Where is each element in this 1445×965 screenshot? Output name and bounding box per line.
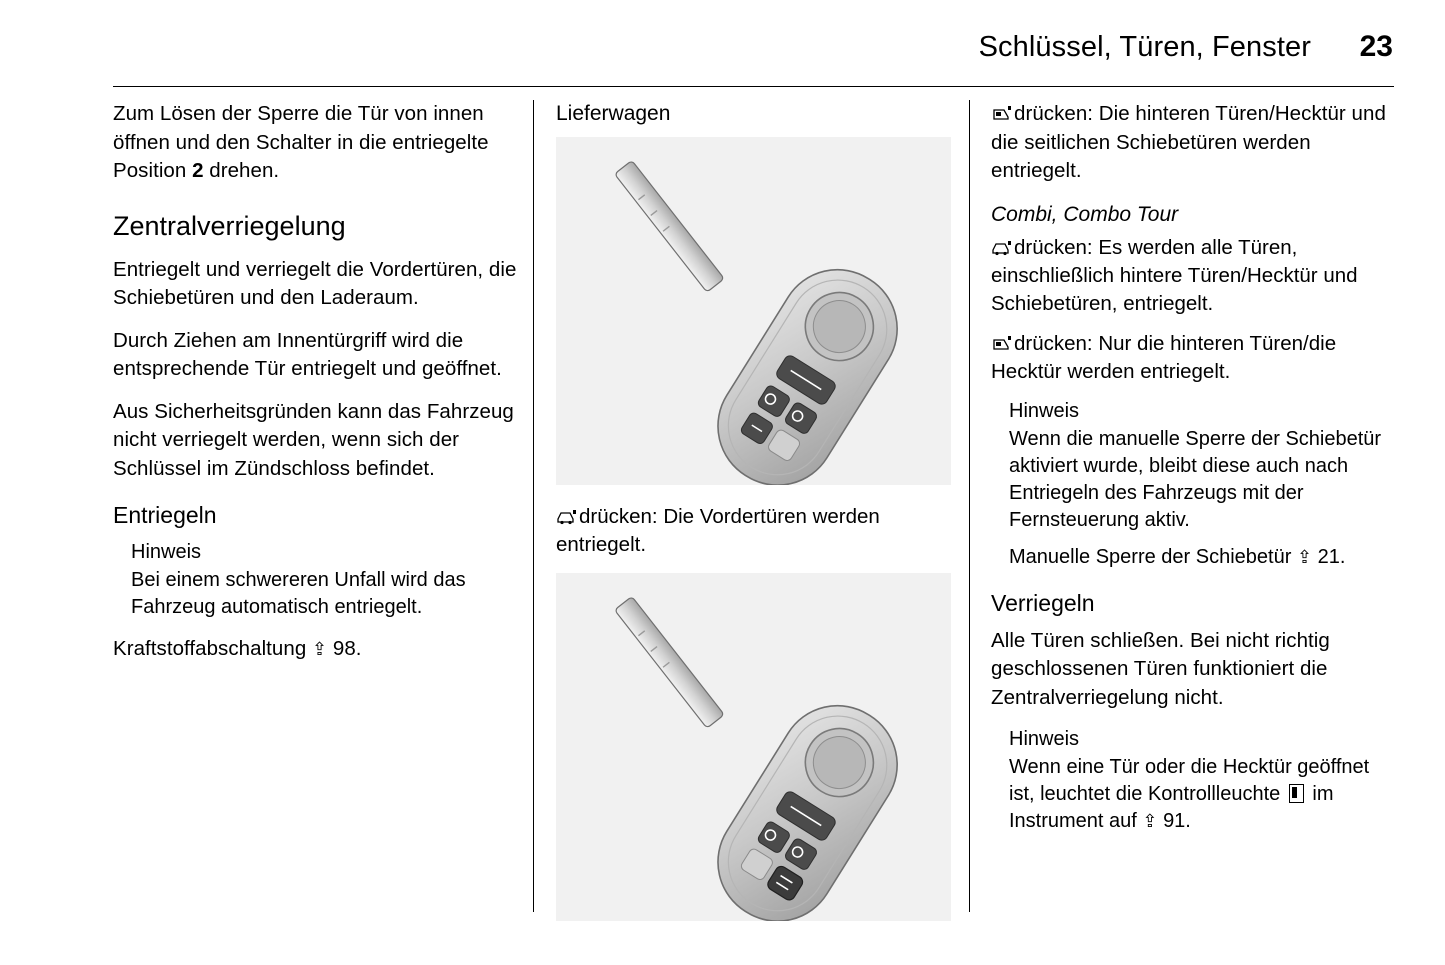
- left-intro-text-b: drehen.: [203, 159, 280, 182]
- page-header: [113, 30, 1393, 86]
- front-door-unlock-icon: [556, 506, 576, 525]
- front-door-unlock-icon: [991, 237, 1011, 256]
- note-kontrollleuchte: [1009, 726, 1394, 835]
- figure-1-label: Lieferwagen: [556, 102, 671, 125]
- column-divider-1: [533, 100, 534, 912]
- column-left: [113, 100, 518, 679]
- key-fob-front-unlock-illustration: [556, 137, 951, 485]
- left-intro-text-a: Zum Lösen der Sperre die Tür von innen öffnen und den Schalter in die entriegelte Position: [113, 102, 489, 182]
- note-text-b: im Instrument auf: [1009, 783, 1334, 832]
- cross-ref-arrow-icon: ⇪: [1142, 811, 1158, 832]
- cross-ref-arrow-icon: ⇪: [1296, 546, 1313, 568]
- heading-verriegeln: Verriegeln: [991, 589, 1095, 616]
- left-cross-reference: [113, 635, 518, 665]
- left-paragraph-1: Entriegelt und verriegelt die Vordertüren, die Schiebetüren und den Laderaum.: [113, 257, 517, 309]
- note-text: [1009, 754, 1394, 835]
- left-paragraph-3: Aus Sicherheitsgründen kann das Fahrzeug nicht verriegelt werden, wenn sich der Schlüssel im Zündschloss befindet.: [113, 399, 514, 480]
- right-paragraph-3-text: drücken: Nur die hinteren Türen/die Hecktür werden entriegelt.: [991, 331, 1337, 383]
- rear-door-unlock-icon: [991, 103, 1011, 122]
- rear-door-unlock-icon: [991, 333, 1011, 352]
- page-number: 23: [1359, 30, 1393, 63]
- column-right: [991, 100, 1394, 849]
- figure-key-fob-rear: [556, 573, 951, 921]
- right-paragraph-3: [991, 330, 1394, 386]
- note-schiebetuer: [1009, 398, 1394, 571]
- heading-entriegeln: Entriegeln: [113, 502, 217, 528]
- note-title: Hinweis: [131, 541, 202, 563]
- right-paragraph-4: Alle Türen schließen. Bei nicht richtig geschlossenen Türen funktioniert die Zentralverriegelung nicht.: [991, 628, 1330, 709]
- note-cross-ref-label: Manuelle Sperre der Schiebetür: [1009, 545, 1297, 568]
- heading-zentralverriegelung: Zentralverriegelung: [113, 210, 346, 241]
- note-title: Hinweis: [1009, 728, 1080, 750]
- left-intro-paragraph: [113, 100, 518, 186]
- page-title: Schlüssel, Türen, Fenster: [978, 31, 1311, 63]
- right-paragraph-2: [991, 234, 1394, 318]
- note-cross-ref-page: 91.: [1163, 810, 1191, 832]
- key-fob-rear-unlock-illustration: [556, 573, 951, 921]
- note-entriegeln: [131, 539, 518, 621]
- note-text: Wenn die manuelle Sperre der Schiebetür aktiviert wurde, bleibt diese auch nach Entriegeln des Fahrzeugs mit der Fernsteuerung aktiv.: [1009, 427, 1382, 531]
- door-open-indicator-icon: [1289, 784, 1304, 803]
- cross-ref-page: 98.: [332, 637, 362, 660]
- right-paragraph-1-text: drücken: Die hinteren Türen/Hecktür und die seitlichen Schiebetüren werden entriegelt.: [991, 102, 1386, 182]
- right-paragraph-1: [991, 100, 1394, 186]
- column-divider-2: [969, 100, 970, 912]
- right-paragraph-2-text: drücken: Es werden alle Türen, einschließlich hintere Türen/Hecktür und Schiebetüren, entriegelt.: [991, 235, 1358, 315]
- heading-combi-combo-tour: Combi, Combo Tour: [991, 202, 1179, 226]
- note-text: Bei einem schwereren Unfall wird das Fahrzeug automatisch entriegelt.: [131, 569, 466, 618]
- column-middle: [556, 100, 953, 921]
- position-number: 2: [192, 159, 204, 182]
- figure-1-caption-text: drücken: Die Vordertüren werden entriegelt.: [556, 505, 880, 556]
- note-cross-ref-page: 21.: [1317, 545, 1346, 568]
- cross-ref-label: Kraftstoffabschaltung: [113, 637, 313, 660]
- left-paragraph-2: Durch Ziehen am Innentürgriff wird die entsprechende Tür entriegelt und geöffnet.: [113, 328, 502, 380]
- header-divider: [113, 86, 1394, 87]
- figure-key-fob-front: [556, 137, 951, 485]
- note-text-a: Wenn eine Tür oder die Hecktür geöffnet ist, leuchtet die Kontrollleuchte: [1009, 756, 1370, 805]
- figure-1-caption: [556, 503, 953, 559]
- cross-ref-arrow-icon: ⇪: [312, 639, 328, 660]
- note-cross-reference: [1009, 544, 1394, 571]
- note-title: Hinweis: [1009, 399, 1080, 422]
